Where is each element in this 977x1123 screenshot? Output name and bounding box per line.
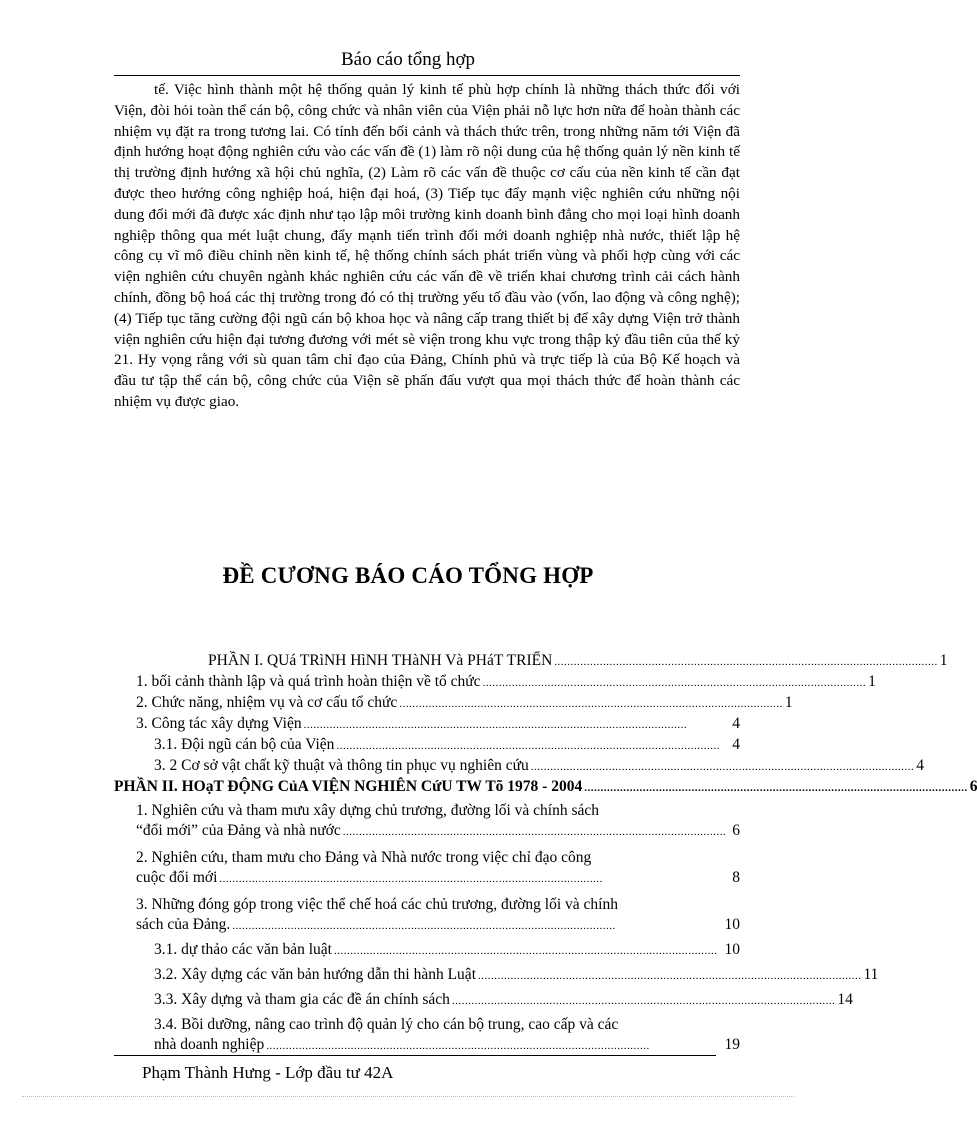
toc-page-number: 4	[732, 736, 740, 753]
body-text	[114, 80, 740, 413]
toc-page-number: 6	[969, 778, 977, 795]
toc-page-number: 4	[916, 757, 925, 774]
outline-title: ĐỀ CƯƠNG BÁO CÁO TỔNG HỢP	[222, 563, 594, 588]
toc-page-number: 4	[732, 715, 740, 732]
body-paragraph: tế. Việc hình thành một hệ thống quản lý kinh tế phù hợp chính là những thách thức đối với Viện, đòi hỏi toàn thể cán bộ, công chức và nhân viên của Viện phải nỗ lực hơn nữa để hoàn thành các nhiệm vụ đặt ra trong tương lai. Có tính đến bối cảnh và thách thức trên, trong những năm tới Viện đã định hướng hoạt động nghiên cứu vào các vấn đề (1) làm rõ nội dung của hệ thống quản lý nền kinh tế thị trường định hướng xã hội chủ nghĩa, (2) Làm rõ các vấn đề thuộc cơ cấu của nền kinh tế cần đạt được theo hướng công nghiệp hoá, hiện đại hoá, (3) Tiếp tục đẩy mạnh việc nghiên cứu những nội dung đổi mới đã được xác định như tạo lập môi trường kinh doanh bình đẳng cho mọi loại hình doanh nghiệp thông qua mét luật chung, đẩy mạnh tiến trình đổi mới doanh nghiệp nhà nước, thiết lập hệ công cụ vĩ mô điều chỉnh nền kinh tế, hệ thống chính sách phát triển vùng và phối hợp cùng với các viện nghiên cứu chuyên ngành khác nghiên cứu các vấn đề về triển khai chương trình cải cách hành chính, đồng bộ hoá các thị trường trong đó có thị trường yếu tố đầu vào (vốn, lao động và công nghệ); (4) Tiếp tục tăng cường đội ngũ cán bộ khoa học và nâng cấp trang thiết bị để xây dựng Viện trở thành viện nghiên cứu hiện đại tương đương với mét sè viện trong khu vực trong thập kỷ đầu tiên của thế kỷ 21. Hy vọng rằng với sù quan tâm chỉ đạo của Đảng, Chính phủ và trực tiếp là của Bộ Kế hoạch và đầu tư tập thể cán bộ, công chức của Viện sẽ phấn đấu vượt qua mọi thách thức để hoàn thành các nhiệm vụ được giao.	[114, 81, 740, 410]
toc-entry-label-line1: 1. Nghiên cứu và tham mưu xây dựng chủ trương, đường lối và chính sách	[136, 802, 600, 819]
toc-page-number: 10	[724, 916, 740, 933]
toc-entry[interactable]	[114, 965, 879, 986]
toc-leader: ......................................................................................................................	[333, 945, 718, 957]
toc-entry[interactable]	[114, 990, 853, 1011]
toc-entry-label: 3.3. Xây dựng và tham gia các đề án chính sách	[154, 991, 450, 1008]
toc-entry[interactable]	[114, 672, 876, 693]
toc-entry[interactable]	[114, 801, 740, 842]
toc-entry-label: 3. Công tác xây dựng Viện	[136, 715, 302, 732]
toc-entry[interactable]	[114, 848, 740, 889]
toc-entry-label: 3.2. Xây dựng các văn bản hướng dẫn thi hành Luật	[154, 966, 476, 983]
toc-page-number: 10	[724, 941, 740, 958]
toc-entry-label: 2. Chức năng, nhiệm vụ và cơ cấu tổ chức	[136, 694, 398, 711]
page-boundary	[22, 1096, 794, 1097]
toc-leader: ......................................................................................................................	[303, 719, 688, 731]
toc-entry-label: nhà doanh nghiệp	[154, 1036, 265, 1053]
toc-entry-label: 1. bối cảnh thành lập và quá trình hoàn thiện về tổ chức	[136, 673, 481, 690]
toc-leader: ......................................................................................................................	[530, 761, 915, 773]
toc-leader: ......................................................................................................................	[336, 740, 720, 752]
toc-entry-label-line1: 3. Những đóng góp trong việc thể chế hoá các chủ trương, đường lối và chính	[136, 896, 618, 913]
page-header-title: Báo cáo tổng hợp	[340, 49, 476, 70]
header-divider	[114, 75, 740, 76]
toc-page-number: 1	[784, 694, 793, 711]
toc-entry[interactable]	[114, 1015, 740, 1056]
toc-leader: ......................................................................................................................	[399, 698, 783, 710]
toc-entry[interactable]	[114, 735, 740, 756]
toc-entry-label: 3.1. Đội ngũ cán bộ của Viện	[154, 736, 335, 753]
toc-entry-label-line1: 3.4. Bồi dưỡng, nâng cao trình độ quản lý cho cán bộ trung, cao cấp và các	[154, 1016, 619, 1033]
toc-entry-label: 3.1. dự thảo các văn bản luật	[154, 941, 332, 958]
toc-entry-label: PHẦN I. QUá TRìNH HìNH THàNH Và PHáT TRIỂN	[208, 652, 553, 669]
toc-leader: ......................................................................................................................	[266, 1040, 650, 1052]
footer-author: Phạm Thành Hưng - Lớp đầu tư 42A	[142, 1063, 394, 1082]
toc-entry[interactable]	[114, 693, 793, 714]
toc-entry[interactable]	[114, 940, 740, 961]
toc-page-number: 14	[837, 991, 853, 1008]
toc-entry-label: sách của Đảng.	[136, 916, 231, 933]
toc-entry-label: 3. 2 Cơ sở vật chất kỹ thuật và thông tin phục vụ nghiên cứu	[154, 757, 529, 774]
toc-page-number: 1	[868, 673, 876, 690]
toc-page-number: 11	[863, 966, 879, 983]
toc-page-number: 8	[732, 869, 740, 886]
toc-leader: ......................................................................................................................	[584, 782, 968, 794]
toc-entry[interactable]	[114, 895, 740, 936]
toc-leader: ......................................................................................................................	[342, 826, 727, 838]
toc-leader: ......................................................................................................................	[554, 656, 938, 668]
toc-leader: ......................................................................................................................	[482, 677, 867, 689]
toc-leader: ......................................................................................................................	[451, 995, 836, 1007]
footer-divider	[114, 1055, 716, 1056]
toc-entry-label: cuộc đổi mới	[136, 869, 218, 886]
toc-leader: ......................................................................................................................	[232, 920, 616, 932]
toc-entry[interactable]	[114, 714, 740, 735]
table-of-contents	[114, 651, 977, 1056]
toc-entry-label-line1: 2. Nghiên cứu, tham mưu cho Đảng và Nhà nước trong việc chỉ đạo công	[136, 849, 592, 866]
toc-leader: ......................................................................................................................	[219, 873, 603, 885]
toc-entry-label: “đổi mới” của Đảng và nhà nước	[136, 822, 341, 839]
toc-entry-part-2[interactable]	[114, 777, 977, 798]
toc-page-number: 19	[724, 1036, 740, 1053]
toc-entry-label: PHẦN II. HOạT ĐỘNG CủA VIỆN NGHIÊN CứU TW Tõ 1978 - 2004	[114, 778, 583, 795]
toc-page-number: 1	[939, 652, 948, 669]
toc-leader: ......................................................................................................................	[478, 970, 862, 982]
toc-entry[interactable]	[114, 756, 925, 777]
toc-entry-part-1[interactable]	[114, 651, 948, 672]
toc-page-number: 6	[732, 822, 740, 839]
